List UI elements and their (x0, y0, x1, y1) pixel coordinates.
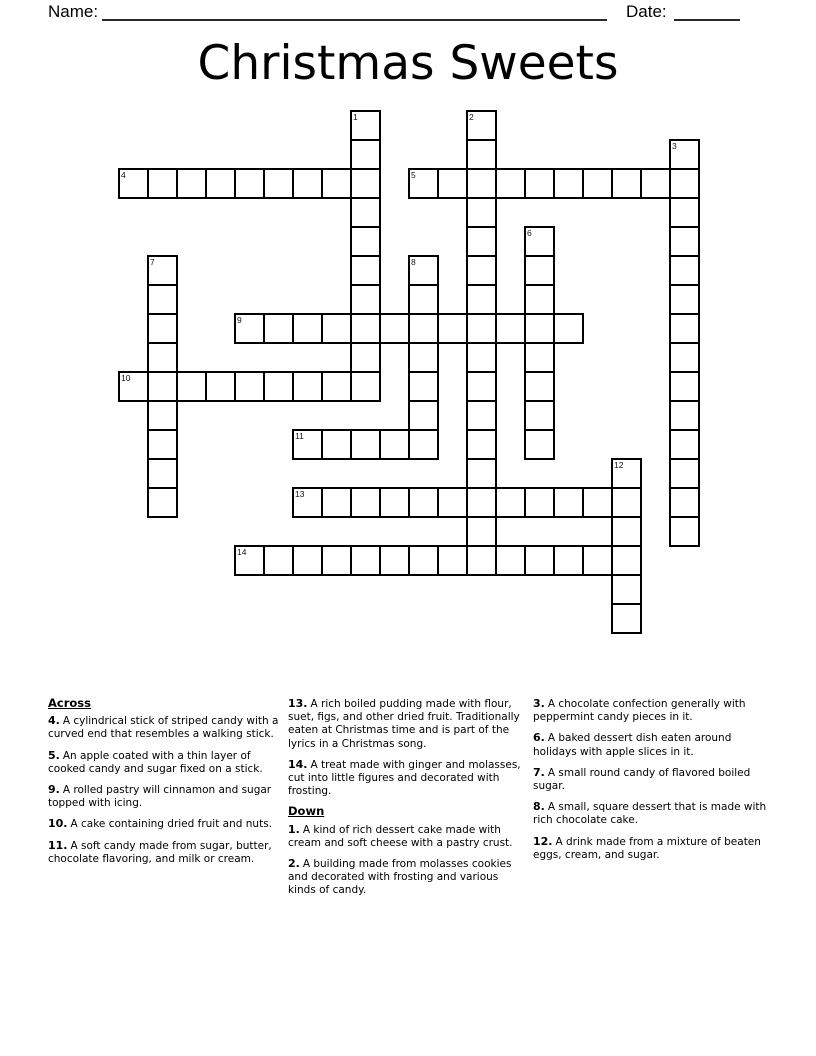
grid-cell[interactable] (292, 487, 323, 518)
grid-cell[interactable] (611, 168, 642, 199)
clue-text: An apple coated with a thin layer of cooked candy and sugar fixed on a stick. (48, 749, 263, 775)
grid-cell[interactable] (147, 313, 178, 344)
grid-cell[interactable] (234, 168, 265, 199)
clue-text: A cake containing dried fruit and nuts. (70, 818, 273, 831)
cell-number: 1 (353, 112, 358, 122)
grid-cell[interactable] (611, 545, 642, 576)
grid-cell[interactable] (408, 313, 439, 344)
grid-cell[interactable] (466, 516, 497, 547)
grid-cell[interactable] (582, 487, 613, 518)
clue-item-8 (533, 800, 771, 827)
cell-number: 10 (121, 373, 131, 383)
grid-cell[interactable] (350, 168, 381, 199)
clue-text: A baked dessert dish eaten around holidays with apple slices in it. (533, 732, 732, 758)
grid-cell[interactable] (292, 429, 323, 460)
grid-cell[interactable] (147, 255, 178, 286)
grid-cell[interactable] (669, 487, 700, 518)
grid-cell[interactable] (524, 429, 555, 460)
grid-cell[interactable] (495, 313, 526, 344)
grid-cell[interactable] (582, 545, 613, 576)
grid-cell[interactable] (466, 197, 497, 228)
grid-cell[interactable] (147, 168, 178, 199)
clue-number: 8. (533, 800, 545, 814)
grid-cell[interactable] (379, 313, 410, 344)
grid-cell[interactable] (408, 168, 439, 199)
grid-cell[interactable] (350, 371, 381, 402)
grid-cell[interactable] (350, 487, 381, 518)
clue-number: 2. (288, 857, 300, 871)
grid-cell[interactable] (466, 545, 497, 576)
grid-cell[interactable] (234, 545, 265, 576)
clue-item-4 (48, 714, 281, 741)
clue-number: 3. (533, 697, 545, 710)
grid-cell[interactable] (669, 197, 700, 228)
grid-cell[interactable] (321, 487, 352, 518)
grid-cell[interactable] (408, 400, 439, 431)
grid-cell[interactable] (379, 429, 410, 460)
grid-cell[interactable] (147, 342, 178, 373)
grid-cell[interactable] (321, 168, 352, 199)
grid-cell[interactable] (350, 226, 381, 257)
grid-cell[interactable] (669, 342, 700, 373)
grid-cell[interactable] (553, 545, 584, 576)
clue-item-7 (533, 766, 771, 793)
clue-number: 5. (48, 748, 60, 762)
grid-cell[interactable] (205, 371, 236, 402)
grid-cell[interactable] (350, 110, 381, 141)
grid-cell[interactable] (350, 255, 381, 286)
clue-number: 7. (533, 765, 545, 779)
grid-cell[interactable] (263, 168, 294, 199)
clue-item-10 (48, 817, 281, 831)
grid-cell[interactable] (669, 371, 700, 402)
clue-item-13 (288, 697, 529, 751)
cell-number: 11 (295, 431, 304, 441)
grid-cell[interactable] (524, 487, 555, 518)
grid-cell[interactable] (350, 139, 381, 170)
cell-number: 2 (469, 112, 474, 122)
clue-text: A building made from molasses cookies and decorated with frosting and various kinds of candy. (288, 858, 512, 897)
grid-cell[interactable] (118, 168, 149, 199)
grid-cell[interactable] (408, 429, 439, 460)
grid-cell[interactable] (176, 168, 207, 199)
clue-text: A soft candy made from sugar, butter, chocolate flavoring, and milk or cream. (48, 839, 272, 865)
grid-cell[interactable] (350, 429, 381, 460)
clue-number: 1. (288, 822, 300, 836)
cell-number: 5 (411, 170, 416, 180)
grid-cell[interactable] (524, 371, 555, 402)
grid-cell[interactable] (147, 400, 178, 431)
cell-number: 12 (614, 460, 624, 470)
clue-text: A rich boiled pudding made with flour, suet, figs, and other dried fruit. Traditionally eaten at Christmas time and is part of the lyrics in a Christmas song. (288, 698, 520, 750)
grid-cell[interactable] (118, 371, 149, 402)
grid-cell[interactable] (669, 139, 700, 170)
grid-cell[interactable] (321, 545, 352, 576)
cell-number: 3 (672, 141, 677, 151)
grid-cell[interactable] (524, 284, 555, 315)
grid-cell[interactable] (379, 545, 410, 576)
grid-cell[interactable] (466, 342, 497, 373)
grid-cell[interactable] (176, 371, 207, 402)
grid-cell[interactable] (669, 313, 700, 344)
grid-cell[interactable] (466, 284, 497, 315)
grid-cell[interactable] (408, 487, 439, 518)
clue-number: 14. (288, 757, 308, 771)
grid-cell[interactable] (350, 342, 381, 373)
grid-cell[interactable] (205, 168, 236, 199)
clue-item-3 (533, 697, 771, 724)
name-fill-in-line (102, 19, 607, 21)
grid-cell[interactable] (292, 168, 323, 199)
grid-cell[interactable] (669, 458, 700, 489)
cell-number: 13 (295, 489, 305, 499)
grid-cell[interactable] (524, 255, 555, 286)
grid-cell[interactable] (147, 487, 178, 518)
clue-item-1 (288, 823, 529, 850)
clue-number: 9. (48, 783, 60, 797)
clue-item-6 (533, 731, 771, 758)
grid-cell[interactable] (466, 110, 497, 141)
grid-cell[interactable] (466, 371, 497, 402)
grid-cell[interactable] (147, 429, 178, 460)
grid-cell[interactable] (379, 487, 410, 518)
grid-cell[interactable] (495, 487, 526, 518)
cell-number: 8 (411, 257, 416, 267)
clue-item-9 (48, 783, 281, 810)
clue-number: 11. (48, 838, 68, 852)
grid-cell[interactable] (553, 313, 584, 344)
grid-cell[interactable] (495, 168, 526, 199)
grid-cell[interactable] (437, 313, 468, 344)
grid-cell[interactable] (147, 371, 178, 402)
grid-cell[interactable] (350, 197, 381, 228)
grid-cell[interactable] (466, 429, 497, 460)
grid-cell[interactable] (408, 371, 439, 402)
grid-cell[interactable] (669, 429, 700, 460)
grid-cell[interactable] (466, 400, 497, 431)
grid-cell[interactable] (147, 458, 178, 489)
grid-cell[interactable] (640, 168, 671, 199)
clue-number: 13. (288, 697, 308, 710)
grid-cell[interactable] (292, 545, 323, 576)
grid-cell[interactable] (350, 545, 381, 576)
grid-cell[interactable] (408, 255, 439, 286)
grid-cell[interactable] (466, 226, 497, 257)
date-label: Date: (626, 2, 667, 21)
clue-text: A kind of rich dessert cake made with cream and soft cheese with a pastry crust. (288, 823, 513, 849)
grid-cell[interactable] (669, 226, 700, 257)
grid-cell[interactable] (437, 168, 468, 199)
grid-cell[interactable] (408, 342, 439, 373)
grid-cell[interactable] (350, 313, 381, 344)
grid-cell[interactable] (611, 603, 642, 634)
down-header: Down (288, 804, 325, 819)
clues-column-1 (48, 697, 281, 873)
name-label: Name: (48, 2, 99, 21)
clue-text: A chocolate confection generally with peppermint candy pieces in it. (533, 698, 746, 724)
grid-cell[interactable] (524, 313, 555, 344)
grid-cell[interactable] (524, 400, 555, 431)
cell-number: 9 (237, 315, 242, 325)
grid-cell[interactable] (553, 168, 584, 199)
clues-column-3 (533, 697, 771, 869)
grid-cell[interactable] (669, 255, 700, 286)
clues-column-2 (288, 697, 529, 905)
grid-cell[interactable] (263, 313, 294, 344)
grid-cell[interactable] (321, 429, 352, 460)
grid-cell[interactable] (466, 168, 497, 199)
cell-number: 4 (121, 170, 126, 180)
clue-item-14 (288, 758, 529, 799)
clue-number: 4. (48, 714, 60, 728)
clue-text: A treat made with ginger and molasses, cut into little figures and decorated with frosting. (288, 758, 521, 798)
grid-cell[interactable] (669, 284, 700, 315)
grid-cell[interactable] (292, 371, 323, 402)
grid-cell[interactable] (582, 168, 613, 199)
grid-cell[interactable] (466, 255, 497, 286)
grid-cell[interactable] (466, 313, 497, 344)
grid-cell[interactable] (669, 168, 700, 199)
grid-cell[interactable] (437, 545, 468, 576)
clue-number: 10. (48, 817, 68, 831)
across-header: Across (48, 696, 91, 710)
crossword-grid (118, 110, 702, 636)
grid-cell[interactable] (321, 313, 352, 344)
grid-cell[interactable] (437, 487, 468, 518)
grid-cell[interactable] (466, 139, 497, 170)
grid-cell[interactable] (611, 458, 642, 489)
clue-number: 6. (533, 731, 545, 745)
grid-cell[interactable] (234, 371, 265, 402)
grid-cell[interactable] (524, 226, 555, 257)
grid-cell[interactable] (669, 516, 700, 547)
cell-number: 6 (527, 228, 532, 238)
grid-cell[interactable] (495, 545, 526, 576)
grid-cell[interactable] (524, 545, 555, 576)
grid-cell[interactable] (611, 574, 642, 605)
clue-number: 12. (533, 834, 553, 848)
grid-cell[interactable] (234, 313, 265, 344)
grid-cell[interactable] (321, 371, 352, 402)
date-fill-in-line (674, 19, 740, 21)
grid-cell[interactable] (466, 458, 497, 489)
grid-cell[interactable] (263, 371, 294, 402)
grid-cell[interactable] (466, 487, 497, 518)
clue-item-12 (533, 835, 771, 862)
clue-text: A cylindrical stick of striped candy with a curved end that resembles a walking stick. (48, 715, 279, 741)
clue-text: A small, square dessert that is made with rich chocolate cake. (533, 801, 767, 827)
clue-text: A drink made from a mixture of beaten eggs, cream, and sugar. (533, 835, 761, 861)
grid-cell[interactable] (408, 284, 439, 315)
grid-cell[interactable] (524, 342, 555, 373)
clue-text: A small round candy of flavored boiled sugar. (533, 766, 751, 793)
grid-cell[interactable] (147, 284, 178, 315)
clue-item-2 (288, 857, 529, 898)
clue-item-5 (48, 749, 281, 776)
cell-number: 7 (150, 257, 155, 267)
cell-number: 14 (237, 547, 247, 557)
grid-cell[interactable] (408, 545, 439, 576)
grid-cell[interactable] (524, 168, 555, 199)
grid-cell[interactable] (292, 313, 323, 344)
worksheet-title: Christmas Sweets (197, 36, 619, 91)
clue-item-11 (48, 839, 281, 866)
grid-cell[interactable] (553, 487, 584, 518)
grid-cell[interactable] (611, 516, 642, 547)
grid-cell[interactable] (263, 545, 294, 576)
grid-cell[interactable] (669, 400, 700, 431)
clue-text: A rolled pastry will cinnamon and sugar topped with icing. (48, 784, 272, 810)
grid-cell[interactable] (611, 487, 642, 518)
grid-cell[interactable] (350, 284, 381, 315)
